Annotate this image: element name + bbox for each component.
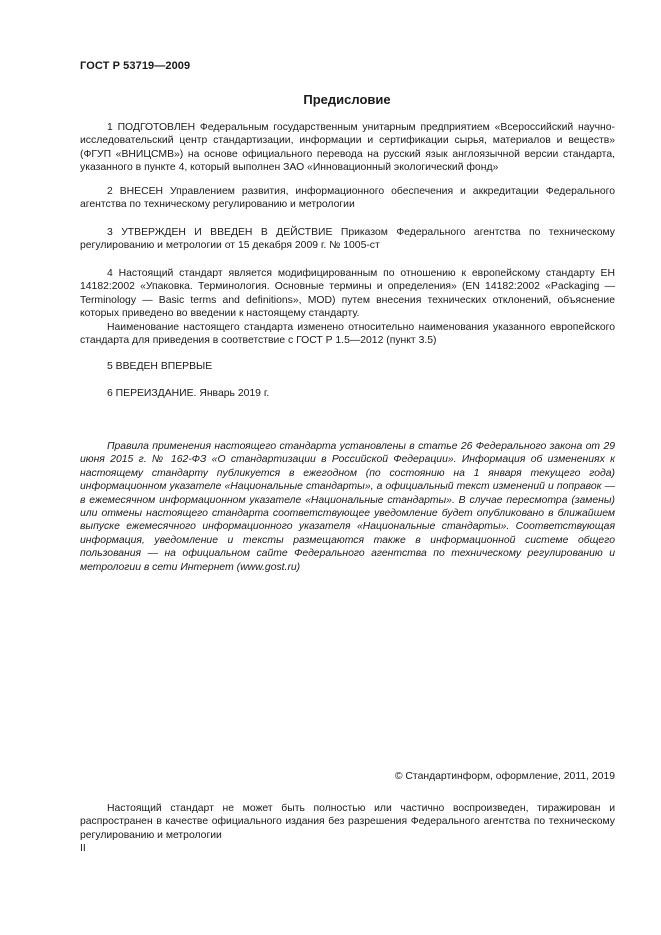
foreword-item-6: [80, 387, 615, 400]
foreword-paragraph: 6 ПЕРЕИЗДАНИЕ. Январь 2019 г.: [107, 388, 270, 399]
foreword-item-4: [80, 267, 615, 347]
foreword-item-3: [80, 226, 615, 253]
document-id-header: ГОСТ Р 53719—2009: [80, 60, 191, 72]
reproduction-notice: Настоящий стандарт не может быть полностью или частично воспроизведен, тиражирован и распространен в качестве официального издания без разрешения Федерального агентства по техническому регулированию и метрологии: [80, 803, 615, 841]
foreword-item-1: [80, 121, 615, 175]
application-rules-notice: Правила применения настоящего стандарта установлены в статье 26 Федерального закона от 29 июня 2015 г. № 162-ФЗ «О стандартизации в Российской Федерации». Информация об изменениях к настоящему стандарту публикуется в ежегодном (по состоянию на 1 января текущего года) информационном указателе «Национальные стандарты», а официальный текст изменений и поправок — в ежемесячном информационном указателе «Национальные стандарты». В случае пересмотра (замены) или отмены настоящего стандарта соответствующее уведомление будет опубликовано в ближайшем выпуске ежемесячного информационного указателя «Национальные стандарты». Соответствующая информация, уведомление и тексты размещаются также в информационной системе общего пользования — на официальном сайте Федерального агентства по техническому регулированию и метрологии в сети Интернет (www.gost.ru): [80, 441, 615, 573]
copyright-line: © Стандартинформ, оформление, 2011, 2019: [394, 771, 615, 782]
foreword-paragraph: Наименование настоящего стандарта изменено относительно наименования указанного европейского стандарта для приведения в соответствие с ГОСТ Р 1.5—2012 (пункт 3.5): [80, 321, 615, 347]
foreword-paragraph: 5 ВВЕДЕН ВПЕРВЫЕ: [107, 361, 213, 372]
foreword-paragraph: 4 Настоящий стандарт является модифицированным по отношению к европейскому стандарту ЕН 14182:2002 «Упаковка. Терминология. Основные термины и определения» (EN 14182:2002 «Packaging — Terminology — Basic terms and definitions», MOD) путем внесения технических отклонений, объяснение которых приведено во введении к настоящему стандарту.: [80, 268, 615, 320]
foreword-paragraph: 1 ПОДГОТОВЛЕН Федеральным государственным унитарным предприятием «Всероссийский научно-исследовательский центр стандартизации, информации и сертификации сырья, материалов и веществ» (ФГУП «ВНИЦСМВ») на основе официального перевода на русский язык англоязычной версии стандарта, указанного в пункте 4, который выполнен ЗАО «Инновационный экологический фонд»: [80, 122, 615, 174]
foreword-item-2: [80, 185, 615, 212]
page-title: Предисловие: [303, 92, 391, 107]
foreword-paragraph: 3 УТВЕРЖДЕН И ВВЕДЕН В ДЕЙСТВИЕ Приказом Федерального агентства по техническому регулированию и метрологии от 15 декабря 2009 г. № 1005-ст: [80, 227, 615, 252]
foreword-paragraph: 2 ВНЕСЕН Управлением развития, информационного обеспечения и аккредитации Федерального агентства по техническому регулированию и метрологии: [80, 186, 615, 211]
page-number: II: [80, 843, 86, 854]
foreword-item-5: [80, 360, 615, 373]
